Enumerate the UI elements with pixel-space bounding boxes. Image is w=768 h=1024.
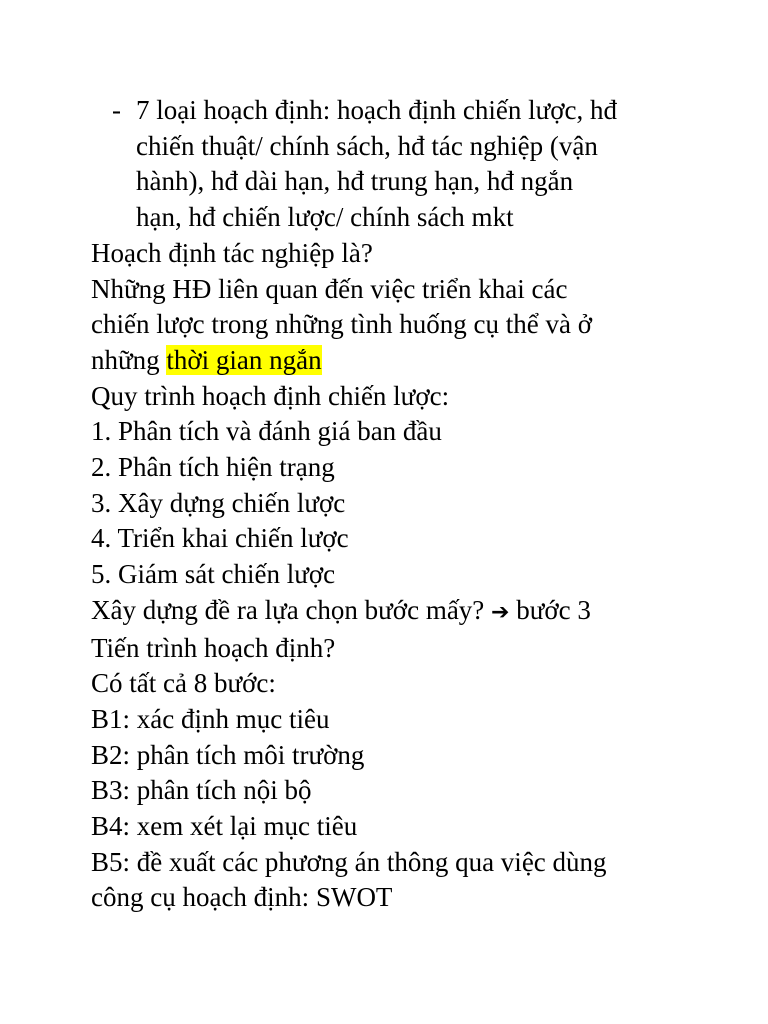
step-4: 4. Triển khai chiến lược [91,523,349,554]
answer-intro: Có tất cả 8 bước: [91,668,276,699]
highlighted-text: thời gian ngắn [166,344,322,375]
answer-line-1: Những HĐ liên quan đến việc triển khai các [91,273,568,304]
b-step-5: B5: đề xuất các phương án thông qua việc dùng [91,846,607,877]
question-which-step-answer: bước 3 [509,594,591,625]
question-operational-planning: Hoạch định tác nghiệp là? [91,237,373,268]
step-5: 5. Giám sát chiến lược [91,559,336,590]
b-step-1: B1: xác định mục tiêu [91,703,330,734]
answer-line-2: chiến lược trong những tình huống cụ thể và ở [91,309,592,340]
b-step-4: B4: xem xét lại mục tiêu [91,811,358,842]
bullet-dash: - [112,95,121,125]
bullet-item [91,93,691,236]
question-planning-progress: Tiến trình hoạch định? [91,632,336,663]
b-step-5-continued: công cụ hoạch định: SWOT [91,882,393,913]
step-2: 2. Phân tích hiện trạng [91,452,335,483]
bullet-line-1: 7 loại hoạch định: hoạch định chiến lược, hđ [136,95,618,125]
arrow-right-icon: ➔ [491,599,510,625]
document-content [91,93,691,916]
answer-line-3-text: những [91,344,167,375]
step-3: 3. Xây dựng chiến lược [91,487,346,518]
bullet-line-3: hành), hđ dài hạn, hđ trung hạn, hđ ngắn [136,166,574,197]
question-which-step [91,593,691,631]
question-strategy-process: Quy trình hoạch định chiến lược: [91,380,450,411]
b-step-3: B3: phân tích nội bộ [91,775,312,806]
bullet-line-4: hạn, hđ chiến lược/ chính sách mkt [136,202,514,233]
b-step-2: B2: phân tích môi trường [91,739,365,770]
step-1: 1. Phân tích và đánh giá ban đầu [91,416,442,447]
answer-line-3 [91,343,691,379]
question-which-step-text: Xây dựng đề ra lựa chọn bước mấy? [91,594,492,625]
bullet-line-2: chiến thuật/ chính sách, hđ tác nghiệp (vận [136,130,598,161]
